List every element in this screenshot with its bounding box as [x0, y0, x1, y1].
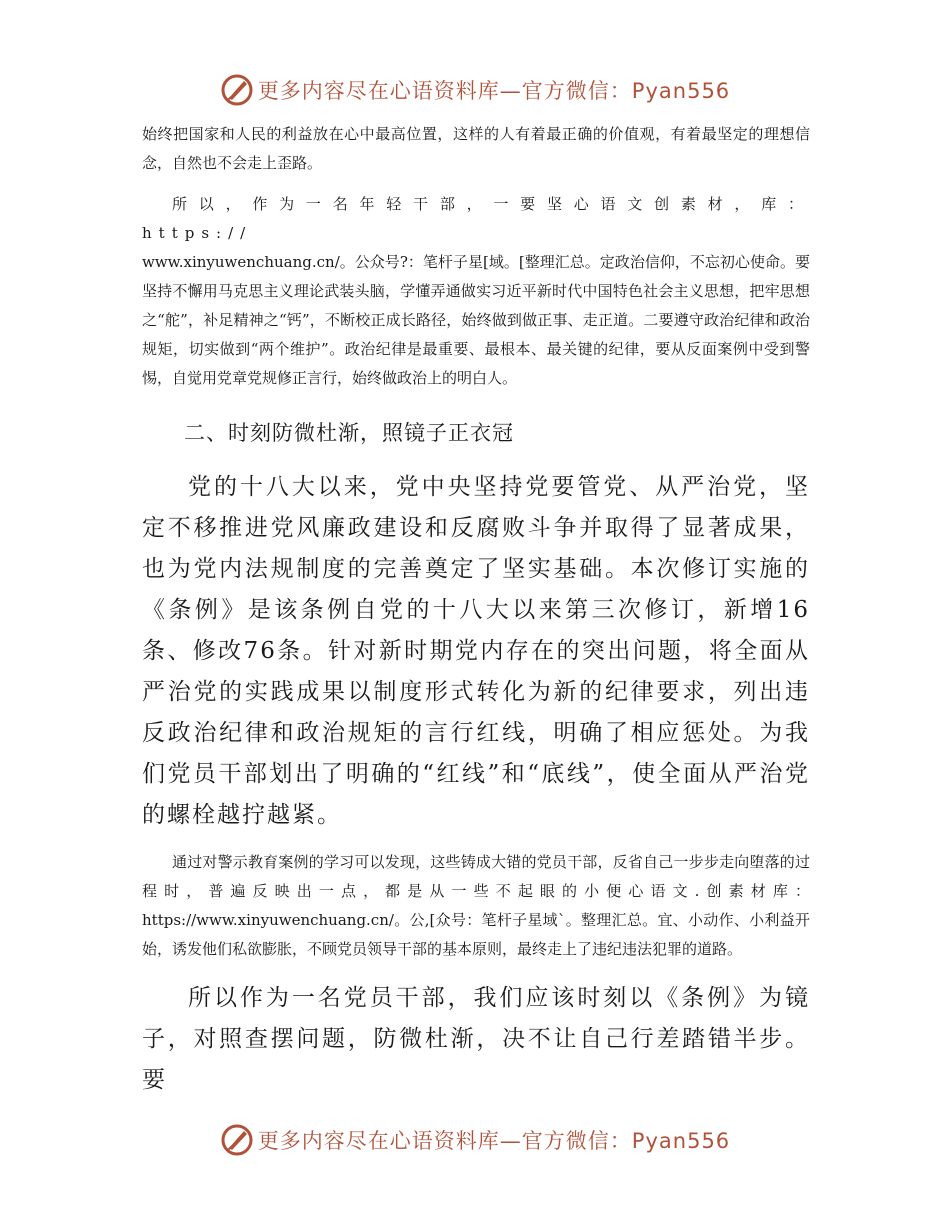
paragraph-4: 通过对警示教育案例的学习可以发现，这些铸成大错的党员干部，反省自己一步步走向堕落的过程时，普遍反映出一点，都是从一些不起眼的小便心语文.创素材库：https://www.xinyuwenchuang.cn/。公,[众号：笔杆子星域`。整理汇总。宜、小动作、小利益开始，诱发他们私欲膨胀，不顾党员领导干部的基本原则，最终走上了违纪违法犯罪的道路。	[142, 853, 810, 958]
banner-text: 更多内容尽在心语资料库—官方微信：Pyan556	[257, 79, 731, 103]
section-heading: 二、时刻防微杜渐，照镜子正衣冠	[184, 421, 514, 445]
paragraph-3: 党的十八大以来，党中央坚持党要管党、从严治党，坚定不移推进党风廉政建设和反腐败斗争并取得了显著成果，也为党内法规制度的完善奠定了坚实基础。本次修订实施的《条例》是该条例自党的十八大以来第三次修订，新增16条、修改76条。针对新时期党内存在的突出问题，将全面从严治党的实践成果以制度形式转化为新的纪律要求，列出违反政治纪律和政治规矩的言行红线，明确了相应惩处。为我们党员干部划出了明确的“红线”和“底线”，使全面从严治党的螺栓越拧越紧。	[142, 474, 810, 828]
header-banner	[0, 70, 950, 110]
paragraph-2-rest: www.xinyuwenchuang.cn/。公众号?：笔杆子星[域。[整理汇总。定政治信仰，不忘初心使命。要坚持不懈用马克思主义理论武装头脑，学懂弄通做实习近平新时代中国特色社会主义思想，把牢思想之“舵”，补足精神之“钙”，不断校正成长路径，始终做到做正事、走正道。二要遵守政治纪律和政治规矩，切实做到“两个维护”。政治纪律是最重要、最根本、最关键的纪律，要从反面案例中受到警惕，自觉用党章党规修正言行，始终做政治上的明白人。	[142, 253, 810, 387]
footer-banner	[0, 1120, 950, 1160]
paragraph-5: 所以作为一名党员干部，我们应该时刻以《条例》为镜子，对照查摆问题，防微杜渐，决不让自己行差踏错半步。要	[142, 985, 810, 1093]
quill-logo-icon	[220, 1123, 254, 1157]
banner-text: 更多内容尽在心语资料库—官方微信：Pyan556	[257, 1129, 731, 1153]
paragraph-1: 始终把国家和人民的利益放在心中最高位置，这样的人有着最正确的价值观，有着最坚定的理想信念，自然也不会走上歪路。	[142, 125, 810, 172]
paragraph-2-line-1: 所以，作为一名年轻干部，一要坚心语文创素材，库：https://	[142, 195, 810, 242]
document-body	[142, 120, 810, 1101]
quill-logo-icon	[220, 73, 254, 107]
